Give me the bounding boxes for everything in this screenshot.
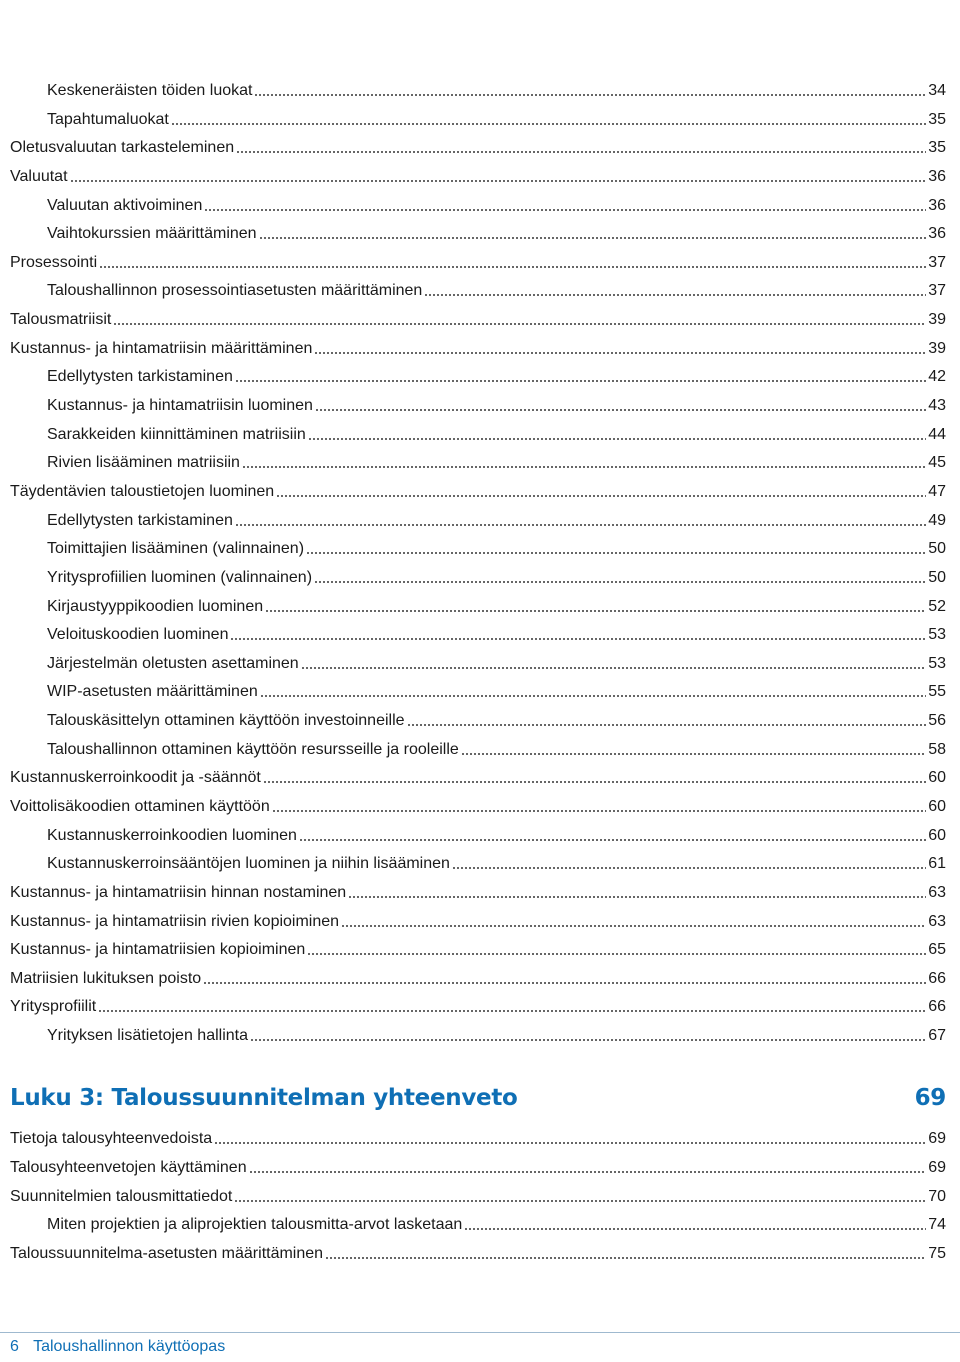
dot-leader — [260, 695, 926, 697]
toc-entry[interactable] — [47, 451, 946, 473]
toc-entry-title: Oletusvaluutan tarkasteleminen — [10, 139, 235, 157]
toc-entry-title: Tietoja talousyhteenvedoista — [10, 1130, 213, 1147]
toc-entry-title: Keskeneräisten töiden luokat — [47, 82, 253, 99]
dot-leader — [341, 925, 926, 927]
toc-entry[interactable] — [10, 766, 946, 788]
toc-entry-page-number: 55 — [928, 683, 946, 701]
dot-leader — [315, 409, 926, 411]
toc-entry-page-number: 44 — [928, 425, 946, 443]
toc-entry-page-number: 36 — [928, 167, 946, 185]
toc-entry[interactable] — [47, 222, 946, 244]
dot-leader — [236, 151, 926, 153]
dot-leader — [307, 953, 926, 955]
toc-entry-page-number: 49 — [928, 511, 946, 529]
toc-entry[interactable] — [47, 279, 946, 301]
dot-leader — [235, 380, 926, 382]
toc-entry-title: Tapahtumaluokat — [47, 110, 169, 128]
toc-entry-page-number: 43 — [928, 397, 946, 415]
dot-leader — [70, 180, 927, 182]
dot-leader — [230, 638, 926, 640]
toc-entry[interactable] — [10, 251, 946, 273]
page-footer — [10, 1338, 225, 1356]
toc-entry-page-number: 74 — [928, 1216, 946, 1234]
toc-entry[interactable] — [47, 509, 946, 531]
dot-leader — [314, 581, 926, 583]
toc-entry[interactable] — [47, 365, 946, 387]
toc-entry-page-number: 34 — [928, 82, 946, 99]
toc-entry[interactable] — [47, 709, 946, 731]
toc-entry-page-number: 35 — [928, 139, 946, 157]
toc-entry-page-number: 37 — [928, 282, 946, 300]
toc-entry[interactable] — [47, 537, 946, 559]
toc-entry-page-number: 61 — [928, 855, 946, 873]
toc-entry-title: Matriisien lukituksen poisto — [10, 969, 202, 987]
toc-entry-page-number: 63 — [928, 912, 946, 930]
dot-leader — [203, 982, 926, 984]
dot-leader — [424, 294, 926, 296]
dot-leader — [98, 1010, 926, 1012]
chapter-page-number: 69 — [914, 1085, 946, 1111]
toc-entry-title: Valuutan aktivoiminen — [47, 196, 203, 214]
toc-entry-title: Talouskäsittelyn ottaminen käyttöön investoinneille — [47, 712, 405, 730]
toc-entry-page-number: 39 — [928, 339, 946, 357]
toc-entry-page-number: 50 — [928, 540, 946, 558]
toc-entry-page-number: 69 — [928, 1158, 946, 1176]
toc-entry[interactable] — [47, 623, 946, 645]
toc-entry[interactable] — [10, 938, 946, 960]
toc-entry[interactable] — [47, 79, 946, 101]
toc-entry[interactable] — [47, 194, 946, 216]
dot-leader — [299, 839, 926, 841]
dot-leader — [250, 1039, 926, 1041]
toc-entry[interactable] — [47, 852, 946, 874]
toc-entry-title: Kustannus- ja hintamatriisin rivien kopioiminen — [10, 912, 340, 930]
toc-entry[interactable] — [10, 1127, 946, 1149]
toc-entry-page-number: 47 — [928, 482, 946, 500]
footer-divider — [0, 1332, 960, 1333]
toc-entry[interactable] — [47, 1213, 946, 1235]
toc-entry[interactable] — [10, 1242, 946, 1264]
dot-leader — [113, 323, 926, 325]
dot-leader — [265, 610, 926, 612]
toc-entry-page-number: 75 — [928, 1245, 946, 1262]
toc-entry-title: Valuutat — [10, 167, 68, 185]
dot-leader — [234, 1200, 926, 1202]
dot-leader — [242, 466, 926, 468]
toc-entry-title: Edellytysten tarkistaminen — [47, 368, 233, 386]
toc-entry[interactable] — [10, 480, 946, 502]
toc-entry-page-number: 37 — [928, 253, 946, 271]
toc-entry-title: Veloituskoodien luominen — [47, 626, 229, 644]
toc-entry-page-number: 67 — [928, 1027, 946, 1045]
toc-entry-page-number: 35 — [928, 110, 946, 128]
toc-entry-page-number: 53 — [928, 654, 946, 672]
toc-entry[interactable] — [10, 1185, 946, 1207]
toc-entry-page-number: 56 — [928, 712, 946, 730]
toc-entry[interactable] — [47, 824, 946, 846]
toc-entry[interactable] — [10, 1156, 946, 1178]
toc-entry-title: Toimittajien lisääminen (valinnainen) — [47, 540, 305, 558]
toc-entry[interactable] — [10, 308, 946, 330]
toc-entry-title: Kustannus- ja hintamatriisien kopioiminen — [10, 941, 306, 959]
chapter-title: Luku 3: Taloussuunnitelman yhteenveto — [10, 1085, 518, 1111]
toc-entry[interactable] — [47, 680, 946, 702]
toc-entry-page-number: 60 — [928, 798, 946, 815]
toc-entry-title: Rivien lisääminen matriisiin — [47, 454, 240, 472]
dot-leader — [308, 438, 926, 440]
toc-entry-title: Kustannuskerroinkoodien luominen — [47, 826, 297, 844]
toc-entry-title: Sarakkeiden kiinnittäminen matriisiin — [47, 425, 306, 443]
dot-leader — [259, 237, 927, 239]
toc-entry-title: Suunnitelmien talousmittatiedot — [10, 1187, 233, 1205]
toc-entry-page-number: 65 — [928, 941, 946, 959]
toc-entry[interactable] — [10, 136, 946, 158]
dot-leader — [235, 524, 926, 526]
dot-leader — [407, 724, 927, 726]
toc-entry-page-number: 58 — [928, 740, 946, 758]
toc-entry-title: Kustannus- ja hintamatriisin hinnan nostaminen — [10, 883, 347, 901]
toc-entry[interactable] — [47, 423, 946, 445]
toc-entry[interactable] — [10, 165, 946, 187]
dot-leader — [325, 1257, 926, 1259]
toc-entry-page-number: 50 — [928, 568, 946, 586]
toc-entry-title: Vaihtokurssien määrittäminen — [47, 225, 257, 243]
toc-entry-page-number: 36 — [928, 225, 946, 243]
dot-leader — [348, 896, 926, 898]
toc-entry-title: Taloushallinnon prosessointiasetusten määrittäminen — [47, 282, 423, 300]
dot-leader — [452, 867, 926, 869]
toc-entry-title: Kustannuskerroinsääntöjen luominen ja niihin lisääminen — [47, 855, 450, 873]
toc-entry-page-number: 60 — [928, 826, 946, 844]
dot-leader — [263, 781, 926, 783]
toc-entry-page-number: 66 — [928, 969, 946, 987]
chapter-heading[interactable] — [10, 1082, 946, 1114]
toc-entry[interactable] — [10, 881, 946, 903]
dot-leader — [301, 667, 927, 669]
dot-leader — [99, 266, 926, 268]
toc-entry[interactable] — [47, 394, 946, 416]
toc-entry-title: Järjestelmän oletusten asettaminen — [47, 654, 299, 672]
toc-entry-title: Kustannus- ja hintamatriisin määrittäminen — [10, 339, 313, 357]
toc-entry-title: Edellytysten tarkistaminen — [47, 511, 233, 529]
toc-entry-page-number: 39 — [928, 311, 946, 329]
dot-leader — [254, 94, 926, 96]
dot-leader — [276, 495, 926, 497]
toc-entry-title: Kirjaustyyppikoodien luominen — [47, 597, 264, 615]
toc-entry-title: Miten projektien ja aliprojektien talousmitta-arvot lasketaan — [47, 1216, 463, 1234]
toc-entry-page-number: 53 — [928, 626, 946, 644]
toc-entry-title: Talousyhteenvetojen käyttäminen — [10, 1158, 247, 1176]
toc-entry-title: Kustannus- ja hintamatriisin luominen — [47, 397, 313, 415]
toc-entry[interactable] — [10, 967, 946, 989]
footer-page-number: 6 — [10, 1338, 19, 1355]
toc-entry-title: Voittolisäkoodien ottaminen käyttöön — [10, 798, 270, 815]
toc-entry-page-number: 52 — [928, 597, 946, 615]
toc-entry[interactable] — [10, 910, 946, 932]
toc-entry[interactable] — [47, 652, 946, 674]
dot-leader — [171, 123, 926, 125]
toc-entry[interactable] — [10, 995, 946, 1017]
toc-entry[interactable] — [10, 337, 946, 359]
toc-entry-title: Yritysprofiilit — [10, 998, 97, 1016]
toc-entry-title: Taloussuunnitelma-asetusten määrittäminen — [10, 1245, 324, 1262]
toc-entry-page-number: 70 — [928, 1187, 946, 1205]
dot-leader — [314, 352, 926, 354]
toc-entry[interactable] — [47, 108, 946, 130]
dot-leader — [464, 1228, 926, 1230]
toc-entry[interactable] — [47, 595, 946, 617]
dot-leader — [306, 552, 926, 554]
toc-entry[interactable] — [10, 795, 946, 817]
toc-entry-page-number: 45 — [928, 454, 946, 472]
toc-entry-page-number: 66 — [928, 998, 946, 1016]
toc-entry[interactable] — [47, 738, 946, 760]
dot-leader — [214, 1142, 926, 1144]
toc-entry-title: Yrityksen lisätietojen hallinta — [47, 1027, 248, 1045]
toc-entry-page-number: 60 — [928, 769, 946, 787]
toc-entry-page-number: 63 — [928, 883, 946, 901]
toc-entry[interactable] — [47, 566, 946, 588]
dot-leader — [461, 753, 926, 755]
toc-entry-title: Taloushallinnon ottaminen käyttöön resursseille ja rooleille — [47, 740, 459, 758]
toc-entry-title: WIP-asetusten määrittäminen — [47, 683, 258, 701]
toc-entry-page-number: 42 — [928, 368, 946, 386]
toc-entry-page-number: 36 — [928, 196, 946, 214]
toc-entry-title: Talousmatriisit — [10, 311, 112, 329]
toc-entry-title: Yritysprofiilien luominen (valinnainen) — [47, 568, 313, 586]
toc-entry[interactable] — [47, 1024, 946, 1046]
toc-entry-title: Prosessointi — [10, 253, 98, 271]
dot-leader — [249, 1171, 927, 1173]
toc-entry-page-number: 69 — [928, 1130, 946, 1147]
dot-leader — [204, 209, 926, 211]
dot-leader — [272, 810, 926, 812]
toc-entry-title: Täydentävien taloustietojen luominen — [10, 482, 275, 500]
footer-book-title: Taloushallinnon käyttöopas — [33, 1338, 226, 1355]
toc-entry-title: Kustannuskerroinkoodit ja -säännöt — [10, 769, 261, 787]
